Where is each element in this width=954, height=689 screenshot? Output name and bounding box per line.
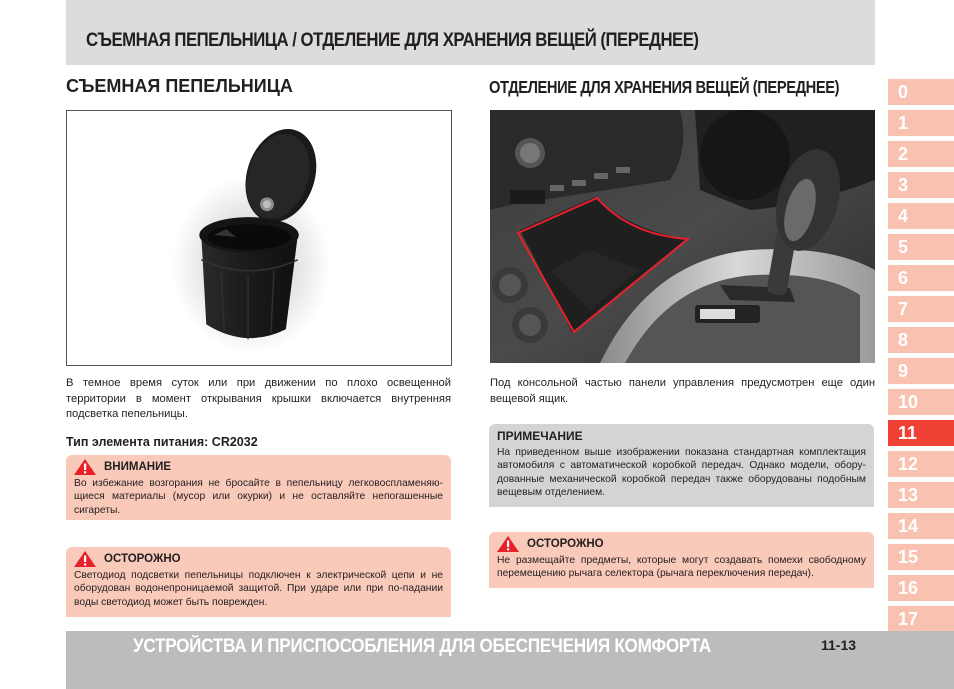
front-storage-compartment-image (490, 110, 875, 363)
page-title: СЪЕМНАЯ ПЕПЕЛЬНИЦА / ОТДЕЛЕНИЕ ДЛЯ ХРАНЕНИЯ ВЕЩЕЙ (ПЕРЕДНЕЕ) (86, 29, 699, 51)
chapter-tab-6[interactable]: 6 (888, 265, 954, 291)
ashtray-description: В темное время суток или при движении по плохо освещенной территории в момент открывания крышки включается внутренняя подсветка пепельницы. (66, 377, 451, 420)
chapter-tab-12[interactable]: 12 (888, 451, 954, 477)
storage-description: Под консольной частью панели управления предусмотрен еще один вещевой ящик. (490, 377, 875, 405)
callout-label: ПРИМЕЧАНИЕ (497, 429, 583, 443)
callout-text: Не размещайте предметы, которые могут создавать помехи свободному перемещению рычага селектора (рычага переключения передач). (497, 555, 866, 580)
chapter-tab-8[interactable]: 8 (888, 327, 954, 353)
chapter-tab-7[interactable]: 7 (888, 296, 954, 322)
callout-label: ОСТОРОЖНО (527, 538, 604, 550)
caution-callout-ashtray (66, 547, 451, 617)
footer-section-name: УСТРОЙСТВА И ПРИСПОСОБЛЕНИЯ ДЛЯ ОБЕСПЕЧЕНИЯ КОМФОРТА (133, 636, 711, 657)
battery-type: Тип элемента питания: CR2032 (66, 435, 258, 449)
page-footer (66, 631, 954, 689)
chapter-tab-17[interactable]: 17 (888, 606, 954, 632)
chapter-tab-2[interactable]: 2 (888, 141, 954, 167)
section-title-storage: ОТДЕЛЕНИЕ ДЛЯ ХРАНЕНИЯ ВЕЩЕЙ (ПЕРЕДНЕЕ) (489, 77, 840, 97)
page-number: 11-13 (821, 637, 857, 653)
chapter-tab-4[interactable]: 4 (888, 203, 954, 229)
attention-callout (66, 455, 451, 520)
callout-label: ВНИМАНИЕ (104, 461, 172, 473)
section-title-ashtray: СЪЕМНАЯ ПЕПЕЛЬНИЦА (66, 76, 293, 96)
callout-label: ОСТОРОЖНО (104, 553, 181, 565)
warning-triangle-icon (74, 459, 96, 475)
chapter-tab-5[interactable]: 5 (888, 234, 954, 260)
page-header (66, 0, 875, 65)
chapter-tab-10[interactable]: 10 (888, 389, 954, 415)
chapter-tab-16[interactable]: 16 (888, 575, 954, 601)
chapter-tab-1[interactable]: 1 (888, 110, 954, 136)
chapter-tab-9[interactable]: 9 (888, 358, 954, 384)
chapter-tab-0[interactable]: 0 (888, 79, 954, 105)
chapter-tab-3[interactable]: 3 (888, 172, 954, 198)
chapter-tab-11-active[interactable]: 11 (888, 420, 954, 446)
chapter-tab-14[interactable]: 14 (888, 513, 954, 539)
warning-triangle-icon (497, 536, 519, 552)
caution-callout-storage (489, 532, 874, 588)
callout-text: Светодиод подсветки пепельницы подключен к электрической цепи и не оборудован водонепроницаемой защитой. При ударе или при по-падании воды светодиод может быть поврежден. (74, 570, 443, 608)
removable-ashtray-image (66, 110, 452, 366)
warning-triangle-icon (74, 551, 96, 567)
callout-text: На приведенном выше изображении показана стандартная комплектация автомобиля с автоматической коробкой передач. Однако модели, обору-дованные механической коробкой передач также оборудованы подобным вещевым отделением. (497, 447, 866, 499)
chapter-tab-15[interactable]: 15 (888, 544, 954, 570)
callout-text: Во избежание возгорания не бросайте в пепельницу легковоспламеняю-щиеся материалы (мусор или окурки) и не оставляйте непогашенные сигареты. (74, 478, 443, 516)
note-callout (489, 424, 874, 507)
chapter-tab-13[interactable]: 13 (888, 482, 954, 508)
